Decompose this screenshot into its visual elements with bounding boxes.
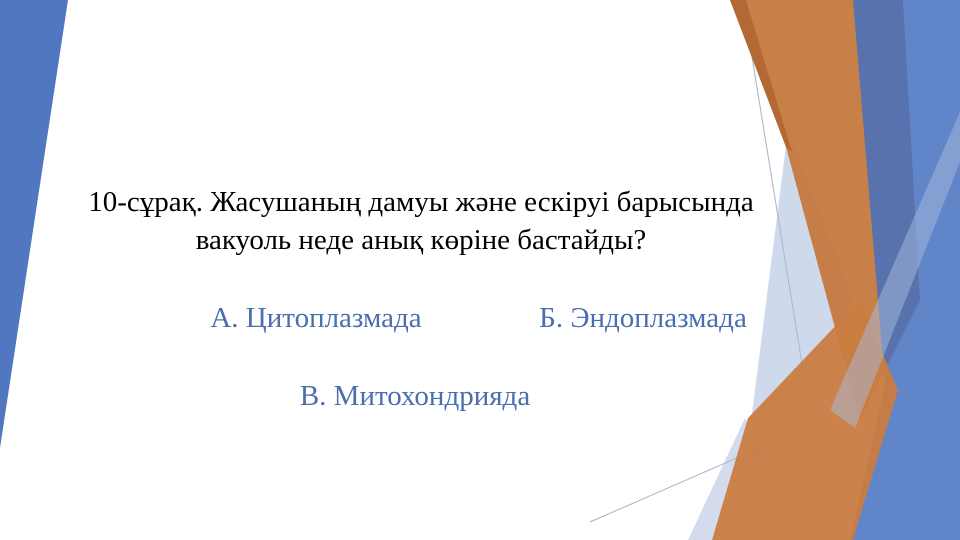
question-line-2: вакуоль неде анық көріне бастайды? — [195, 224, 647, 256]
answer-option-b[interactable]: Б. Эндоплазмада — [539, 302, 747, 334]
question-line-1: 10-сұрақ. Жасушаның дамуы және ескіруі барысында — [88, 186, 754, 218]
question-text — [40, 183, 802, 259]
answer-option-v[interactable]: В. Митохондрияда — [299, 380, 531, 412]
answer-option-a[interactable]: А. Цитоплазмада — [210, 302, 422, 334]
